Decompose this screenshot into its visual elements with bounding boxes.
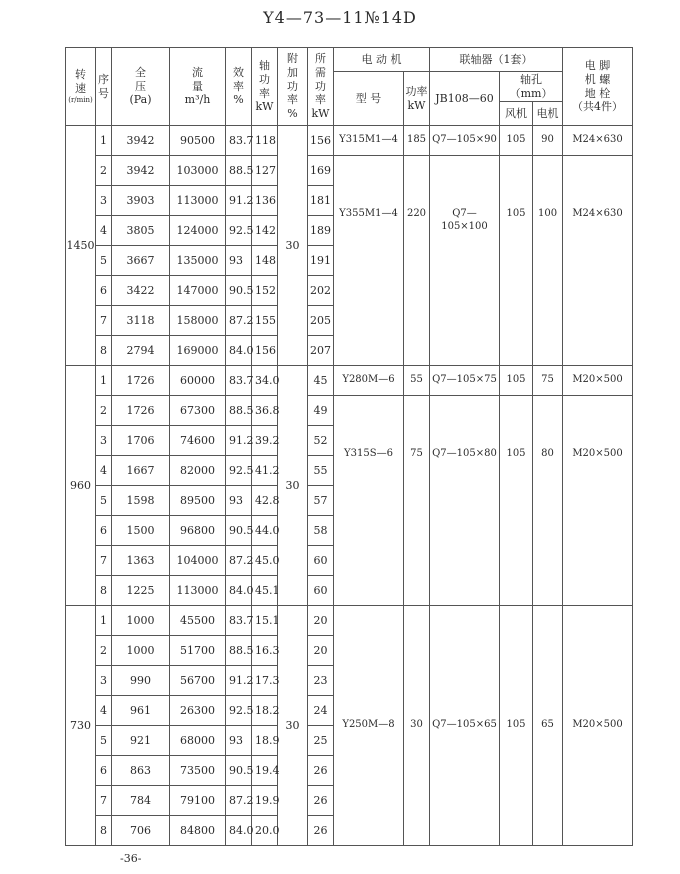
- anchor-cell: M24×630: [563, 126, 633, 156]
- shaft-power-cell: 36.8: [252, 396, 278, 426]
- pressure-cell: 1706: [112, 426, 170, 456]
- pressure-cell: 2794: [112, 336, 170, 366]
- required-power-cell: 26: [308, 786, 334, 816]
- pressure-cell: 1726: [112, 396, 170, 426]
- seq-cell: 4: [96, 696, 112, 726]
- shaft-power-cell: 19.9: [252, 786, 278, 816]
- header-coupling: 联轴器（1套）: [430, 48, 563, 72]
- pressure-cell: 706: [112, 816, 170, 846]
- added-power-cell: 30: [278, 606, 308, 846]
- fan-hole-cell: 105: [500, 126, 533, 156]
- required-power-cell: 191: [308, 246, 334, 276]
- spec-table: [65, 47, 633, 846]
- shaft-power-cell: 136: [252, 186, 278, 216]
- motor-power-cell: 55: [404, 366, 430, 396]
- seq-cell: 3: [96, 666, 112, 696]
- header-efficiency: 效 率 %: [226, 48, 252, 126]
- pressure-cell: 1225: [112, 576, 170, 606]
- pressure-cell: 990: [112, 666, 170, 696]
- required-power-cell: 156: [308, 126, 334, 156]
- flow-cell: 96800: [170, 516, 226, 546]
- flow-cell: 45500: [170, 606, 226, 636]
- flow-cell: 135000: [170, 246, 226, 276]
- flow-cell: 73500: [170, 756, 226, 786]
- pressure-cell: 3667: [112, 246, 170, 276]
- required-power-cell: 20: [308, 606, 334, 636]
- flow-cell: 90500: [170, 126, 226, 156]
- required-power-cell: 45: [308, 366, 334, 396]
- pressure-cell: 3903: [112, 186, 170, 216]
- pressure-cell: 1500: [112, 516, 170, 546]
- page-title: Y4—73—11№14D: [263, 8, 417, 27]
- pressure-cell: 1000: [112, 606, 170, 636]
- header-anchor: 电 脚 机 螺 地 栓 （共4件）: [563, 48, 633, 126]
- motor-power-cell: 185: [404, 126, 430, 156]
- flow-cell: 104000: [170, 546, 226, 576]
- header-shaft-hole: 轴孔 （mm）: [500, 72, 563, 102]
- motor-hole-cell: 100: [533, 156, 563, 366]
- flow-cell: 113000: [170, 576, 226, 606]
- shaft-power-cell: 18.9: [252, 726, 278, 756]
- seq-cell: 1: [96, 606, 112, 636]
- flow-cell: 84800: [170, 816, 226, 846]
- pressure-cell: 3942: [112, 156, 170, 186]
- required-power-cell: 49: [308, 396, 334, 426]
- header-motor: 电 动 机: [334, 48, 430, 72]
- flow-cell: 51700: [170, 636, 226, 666]
- efficiency-cell: 88.5: [226, 396, 252, 426]
- table-row: [66, 126, 633, 156]
- seq-cell: 3: [96, 426, 112, 456]
- efficiency-cell: 88.5: [226, 156, 252, 186]
- motor-model-cell: Y315M1—4: [334, 126, 404, 156]
- shaft-power-cell: 16.3: [252, 636, 278, 666]
- shaft-power-cell: 19.4: [252, 756, 278, 786]
- seq-cell: 5: [96, 726, 112, 756]
- flow-cell: 56700: [170, 666, 226, 696]
- required-power-cell: 169: [308, 156, 334, 186]
- efficiency-cell: 84.0: [226, 336, 252, 366]
- efficiency-cell: 91.2: [226, 426, 252, 456]
- motor-model-cell: Y355M1—4: [334, 156, 404, 366]
- header-motor-hole: 电机: [533, 102, 563, 126]
- efficiency-cell: 92.5: [226, 456, 252, 486]
- anchor-cell: M24×630: [563, 156, 633, 366]
- seq-cell: 5: [96, 246, 112, 276]
- flow-cell: 82000: [170, 456, 226, 486]
- pressure-cell: 863: [112, 756, 170, 786]
- flow-cell: 158000: [170, 306, 226, 336]
- motor-hole-cell: 75: [533, 366, 563, 396]
- motor-model-cell: Y280M—6: [334, 366, 404, 396]
- efficiency-cell: 93: [226, 726, 252, 756]
- pressure-cell: 921: [112, 726, 170, 756]
- required-power-cell: 55: [308, 456, 334, 486]
- anchor-cell: M20×500: [563, 366, 633, 396]
- header-motor-model: 型 号: [334, 72, 404, 126]
- required-power-cell: 181: [308, 186, 334, 216]
- seq-cell: 7: [96, 546, 112, 576]
- flow-cell: 103000: [170, 156, 226, 186]
- shaft-power-cell: 20.0: [252, 816, 278, 846]
- table-row: [66, 396, 633, 426]
- motor-model-cell: Y250M—8: [334, 606, 404, 846]
- coupling-cell: Q7—105×90: [430, 126, 500, 156]
- pressure-cell: 961: [112, 696, 170, 726]
- header-shaft-power: 轴 功 率 kW: [252, 48, 278, 126]
- efficiency-cell: 92.5: [226, 216, 252, 246]
- efficiency-cell: 91.2: [226, 666, 252, 696]
- pressure-cell: 1598: [112, 486, 170, 516]
- shaft-power-cell: 45.1: [252, 576, 278, 606]
- efficiency-cell: 90.5: [226, 276, 252, 306]
- seq-cell: 1: [96, 126, 112, 156]
- flow-cell: 169000: [170, 336, 226, 366]
- seq-cell: 6: [96, 516, 112, 546]
- pressure-cell: 3422: [112, 276, 170, 306]
- seq-cell: 4: [96, 216, 112, 246]
- header-required-power: 所 需 功 率 kW: [308, 48, 334, 126]
- flow-cell: 124000: [170, 216, 226, 246]
- table-row: [66, 156, 633, 186]
- header-seq: 序 号: [96, 48, 112, 126]
- efficiency-cell: 87.2: [226, 786, 252, 816]
- shaft-power-cell: 142: [252, 216, 278, 246]
- required-power-cell: 24: [308, 696, 334, 726]
- efficiency-cell: 90.5: [226, 756, 252, 786]
- motor-hole-cell: 65: [533, 606, 563, 846]
- shaft-power-cell: 45.0: [252, 546, 278, 576]
- efficiency-cell: 90.5: [226, 516, 252, 546]
- efficiency-cell: 88.5: [226, 636, 252, 666]
- efficiency-cell: 87.2: [226, 306, 252, 336]
- flow-cell: 147000: [170, 276, 226, 306]
- motor-power-cell: 75: [404, 396, 430, 606]
- shaft-power-cell: 17.3: [252, 666, 278, 696]
- required-power-cell: 52: [308, 426, 334, 456]
- coupling-cell: Q7—105×75: [430, 366, 500, 396]
- seq-cell: 4: [96, 456, 112, 486]
- required-power-cell: 60: [308, 546, 334, 576]
- pressure-cell: 1363: [112, 546, 170, 576]
- seq-cell: 5: [96, 486, 112, 516]
- speed-cell: 1450: [66, 126, 96, 366]
- coupling-cell: Q7—105×65: [430, 606, 500, 846]
- pressure-cell: 1667: [112, 456, 170, 486]
- flow-cell: 68000: [170, 726, 226, 756]
- page-number: -36-: [120, 852, 142, 865]
- required-power-cell: 26: [308, 756, 334, 786]
- seq-cell: 7: [96, 786, 112, 816]
- efficiency-cell: 92.5: [226, 696, 252, 726]
- fan-hole-cell: 105: [500, 156, 533, 366]
- efficiency-cell: 84.0: [226, 576, 252, 606]
- flow-cell: 113000: [170, 186, 226, 216]
- seq-cell: 2: [96, 156, 112, 186]
- shaft-power-cell: 41.2: [252, 456, 278, 486]
- header-coupling-std: JB108—60: [430, 72, 500, 126]
- seq-cell: 6: [96, 276, 112, 306]
- seq-cell: 2: [96, 396, 112, 426]
- shaft-power-cell: 44.0: [252, 516, 278, 546]
- seq-cell: 3: [96, 186, 112, 216]
- required-power-cell: 26: [308, 816, 334, 846]
- shaft-power-cell: 39.2: [252, 426, 278, 456]
- seq-cell: 7: [96, 306, 112, 336]
- shaft-power-cell: 118: [252, 126, 278, 156]
- fan-hole-cell: 105: [500, 396, 533, 606]
- flow-cell: 26300: [170, 696, 226, 726]
- shaft-power-cell: 148: [252, 246, 278, 276]
- efficiency-cell: 83.7: [226, 606, 252, 636]
- required-power-cell: 60: [308, 576, 334, 606]
- flow-cell: 74600: [170, 426, 226, 456]
- required-power-cell: 25: [308, 726, 334, 756]
- efficiency-cell: 91.2: [226, 186, 252, 216]
- efficiency-cell: 93: [226, 486, 252, 516]
- seq-cell: 2: [96, 636, 112, 666]
- pressure-cell: 1726: [112, 366, 170, 396]
- flow-cell: 79100: [170, 786, 226, 816]
- required-power-cell: 202: [308, 276, 334, 306]
- added-power-cell: 30: [278, 126, 308, 366]
- header-speed: [66, 48, 96, 126]
- shaft-power-cell: 152: [252, 276, 278, 306]
- header-pressure: 全 压 (Pa): [112, 48, 170, 126]
- shaft-power-cell: 34.0: [252, 366, 278, 396]
- motor-power-cell: 30: [404, 606, 430, 846]
- shaft-power-cell: 42.8: [252, 486, 278, 516]
- fan-hole-cell: 105: [500, 366, 533, 396]
- flow-cell: 60000: [170, 366, 226, 396]
- header-fan-hole: 风机: [500, 102, 533, 126]
- shaft-power-cell: 127: [252, 156, 278, 186]
- shaft-power-cell: 18.2: [252, 696, 278, 726]
- required-power-cell: 23: [308, 666, 334, 696]
- header-motor-power: 功率 kW: [404, 72, 430, 126]
- motor-hole-cell: 80: [533, 396, 563, 606]
- motor-hole-cell: 90: [533, 126, 563, 156]
- required-power-cell: 189: [308, 216, 334, 246]
- efficiency-cell: 83.7: [226, 126, 252, 156]
- header-added-power: 附 加 功 率 %: [278, 48, 308, 126]
- seq-cell: 1: [96, 366, 112, 396]
- shaft-power-cell: 155: [252, 306, 278, 336]
- pressure-cell: 3118: [112, 306, 170, 336]
- table-row: [66, 366, 633, 396]
- required-power-cell: 58: [308, 516, 334, 546]
- seq-cell: 6: [96, 756, 112, 786]
- motor-model-cell: Y315S—6: [334, 396, 404, 606]
- table-row: [66, 606, 633, 636]
- coupling-cell: Q7—105×80: [430, 396, 500, 606]
- motor-power-cell: 220: [404, 156, 430, 366]
- pressure-cell: 3805: [112, 216, 170, 246]
- pressure-cell: 1000: [112, 636, 170, 666]
- efficiency-cell: 84.0: [226, 816, 252, 846]
- flow-cell: 89500: [170, 486, 226, 516]
- efficiency-cell: 93: [226, 246, 252, 276]
- required-power-cell: 20: [308, 636, 334, 666]
- shaft-power-cell: 15.1: [252, 606, 278, 636]
- efficiency-cell: 87.2: [226, 546, 252, 576]
- header-speed-label: 转 速: [75, 68, 86, 96]
- seq-cell: 8: [96, 576, 112, 606]
- coupling-cell: Q7—105×100: [430, 156, 500, 366]
- added-power-cell: 30: [278, 366, 308, 606]
- anchor-cell: M20×500: [563, 606, 633, 846]
- required-power-cell: 57: [308, 486, 334, 516]
- required-power-cell: 207: [308, 336, 334, 366]
- efficiency-cell: 83.7: [226, 366, 252, 396]
- pressure-cell: 3942: [112, 126, 170, 156]
- seq-cell: 8: [96, 816, 112, 846]
- speed-cell: 960: [66, 366, 96, 606]
- flow-cell: 67300: [170, 396, 226, 426]
- pressure-cell: 784: [112, 786, 170, 816]
- speed-cell: 730: [66, 606, 96, 846]
- required-power-cell: 205: [308, 306, 334, 336]
- header-flow: 流 量 m³/h: [170, 48, 226, 126]
- fan-hole-cell: 105: [500, 606, 533, 846]
- shaft-power-cell: 156: [252, 336, 278, 366]
- seq-cell: 8: [96, 336, 112, 366]
- header-speed-unit: (r/min): [68, 95, 93, 104]
- anchor-cell: M20×500: [563, 396, 633, 606]
